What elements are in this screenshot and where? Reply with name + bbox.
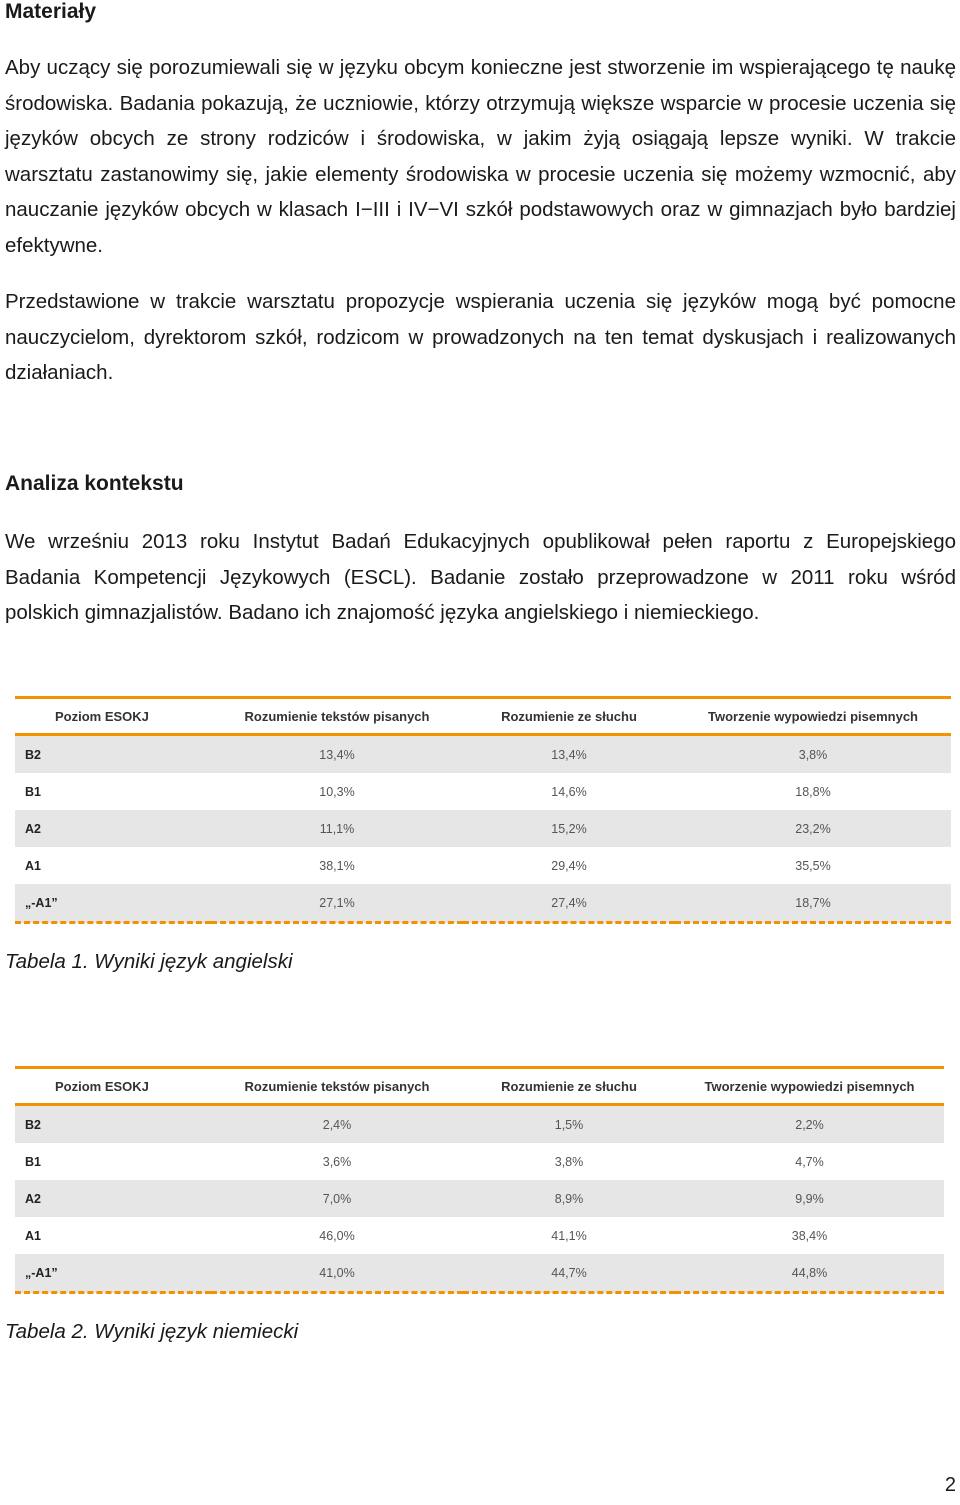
section-heading-analysis: Analiza kontekstu — [5, 472, 184, 495]
table-header-row — [15, 698, 951, 735]
cell-level: B2 — [15, 1105, 211, 1144]
table-english-results — [15, 696, 951, 924]
cell-value: 2,4% — [211, 1105, 463, 1144]
cell-value: 38,4% — [675, 1217, 944, 1254]
table-german-results — [15, 1066, 944, 1294]
cell-value: 15,2% — [463, 810, 675, 847]
cell-level: B2 — [15, 735, 211, 774]
cell-value: 10,3% — [211, 773, 463, 810]
cell-value: 38,1% — [211, 847, 463, 884]
table-row — [15, 1254, 944, 1293]
cell-value: 3,8% — [675, 735, 951, 774]
table-row — [15, 1105, 944, 1144]
cell-value: 2,2% — [675, 1105, 944, 1144]
cell-value: 3,6% — [211, 1143, 463, 1180]
cell-value: 14,6% — [463, 773, 675, 810]
table-row — [15, 735, 951, 774]
header-level: Poziom ESOKJ — [15, 698, 211, 735]
cell-value: 13,4% — [211, 735, 463, 774]
cell-value: 44,8% — [675, 1254, 944, 1293]
cell-level: A1 — [15, 847, 211, 884]
cell-value: 18,7% — [675, 884, 951, 923]
header-listening: Rozumienie ze słuchu — [463, 698, 675, 735]
header-listening: Rozumienie ze słuchu — [463, 1068, 675, 1105]
cell-value: 7,0% — [211, 1180, 463, 1217]
cell-value: 46,0% — [211, 1217, 463, 1254]
cell-value: 13,4% — [463, 735, 675, 774]
cell-value: 3,8% — [463, 1143, 675, 1180]
header-level: Poziom ESOKJ — [15, 1068, 211, 1105]
section-heading-materials: Materiały — [5, 0, 97, 23]
paragraph-analysis-1: We wrześniu 2013 roku Instytut Badań Edukacyjnych opublikował pełen raportu z Europejskiego Badania Kompetencji Językowych (ESCL). Badanie zostało przeprowadzone w 2011 roku wśród polskich gimnazjalistów. Badano ich znajomość języka angielskiego i niemieckiego. — [5, 530, 956, 624]
paragraph-materials-2: Przedstawione w trakcie warsztatu propozycje wspierania uczenia się języków mogą być pomocne nauczycielom, dyrektorom szkół, rodzicom w prowadzonych na ten temat dyskusjach i realizowanych działaniach. — [5, 290, 956, 384]
cell-value: 4,7% — [675, 1143, 944, 1180]
cell-value: 23,2% — [675, 810, 951, 847]
cell-value: 8,9% — [463, 1180, 675, 1217]
cell-level: „-A1” — [15, 884, 211, 923]
cell-level: B1 — [15, 773, 211, 810]
page-number: 2 — [944, 1474, 956, 1496]
table-caption-german: Tabela 2. Wyniki język niemiecki — [5, 1320, 299, 1343]
cell-level: A2 — [15, 1180, 211, 1217]
cell-level: A2 — [15, 810, 211, 847]
cell-value: 27,4% — [463, 884, 675, 923]
cell-value: 44,7% — [463, 1254, 675, 1293]
cell-value: 27,1% — [211, 884, 463, 923]
cell-level: A1 — [15, 1217, 211, 1254]
cell-value: 41,0% — [211, 1254, 463, 1293]
table-header-row — [15, 1068, 944, 1105]
table-row — [15, 1143, 944, 1180]
cell-value: 11,1% — [211, 810, 463, 847]
cell-value: 35,5% — [675, 847, 951, 884]
header-writing: Tworzenie wypowiedzi pisemnych — [675, 698, 951, 735]
paragraph-materials-1: Aby uczący się porozumiewali się w języku obcym konieczne jest stworzenie im wspierającego tę naukę środowiska. Badania pokazują, że uczniowie, którzy otrzymują większe wsparcie w procesie uczenia się języków obcych ze strony rodziców i środowiska, w jakim żyją osiągają lepsze wyniki. W trakcie warsztatu zastanowimy się, jakie elementy środowiska w procesie uczenia się możemy wzmocnić, aby nauczanie języków obcych w klasach I−III i IV−VI szkół podstawowych oraz w gimnazjach było bardziej efektywne. — [5, 56, 956, 257]
table-row — [15, 1180, 944, 1217]
cell-value: 41,1% — [463, 1217, 675, 1254]
table-row — [15, 847, 951, 884]
cell-value: 29,4% — [463, 847, 675, 884]
cell-value: 18,8% — [675, 773, 951, 810]
header-reading: Rozumienie tekstów pisanych — [211, 1068, 463, 1105]
table-row — [15, 810, 951, 847]
header-writing: Tworzenie wypowiedzi pisemnych — [675, 1068, 944, 1105]
cell-value: 1,5% — [463, 1105, 675, 1144]
cell-level: B1 — [15, 1143, 211, 1180]
table-row — [15, 1217, 944, 1254]
cell-value: 9,9% — [675, 1180, 944, 1217]
cell-level: „-A1” — [15, 1254, 211, 1293]
table-row — [15, 773, 951, 810]
header-reading: Rozumienie tekstów pisanych — [211, 698, 463, 735]
table-caption-english: Tabela 1. Wyniki język angielski — [5, 950, 293, 973]
table-row — [15, 884, 951, 923]
